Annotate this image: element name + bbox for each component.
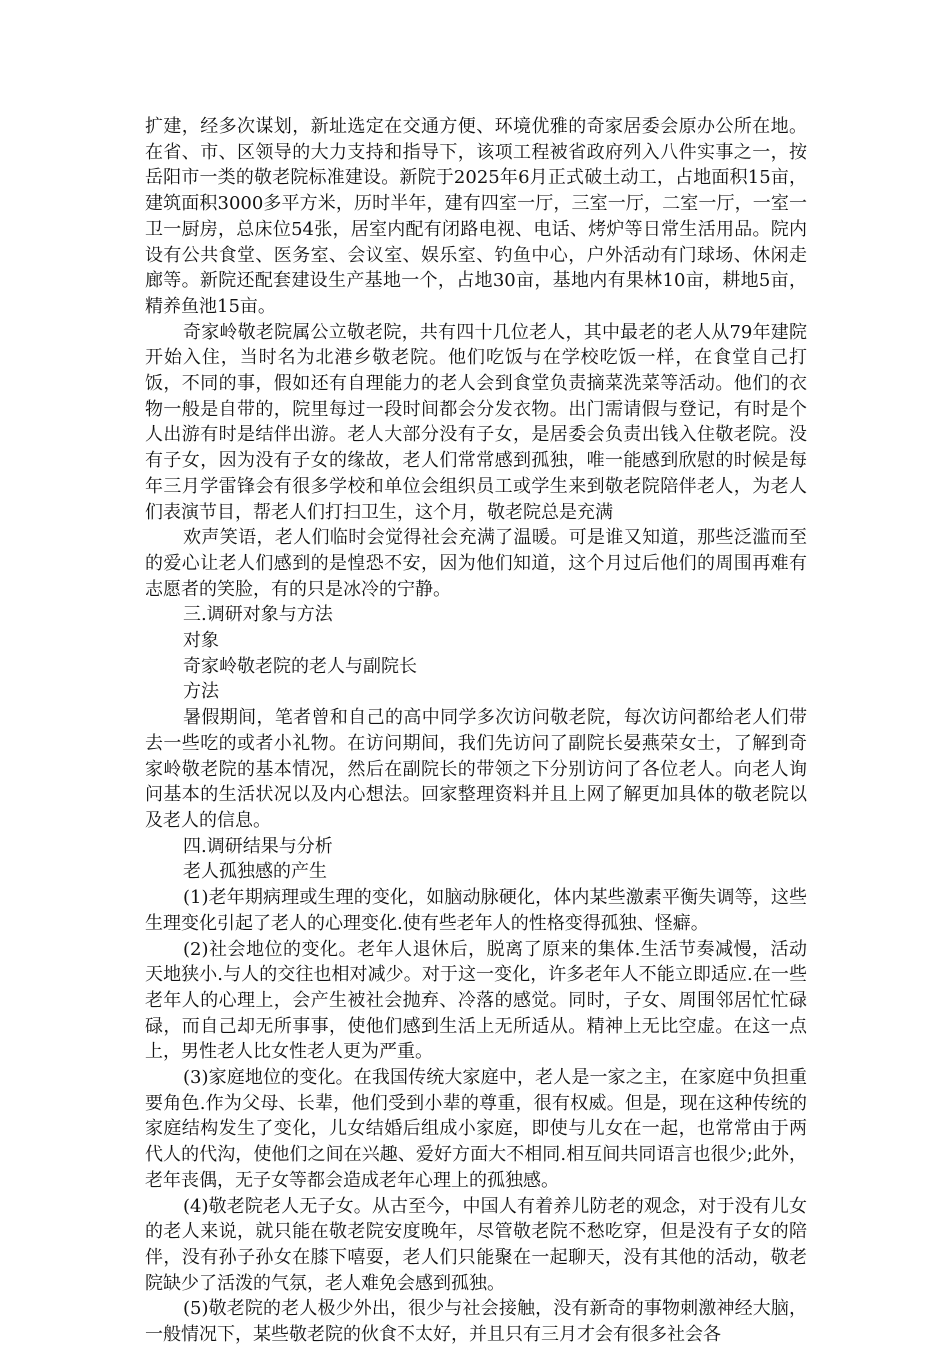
subheading-loneliness: 老人孤独感的产生 xyxy=(183,861,327,883)
paragraph-laughter: 欢声笑语，老人们临时会觉得社会充满了温暖。可是谁又知道，那些泛滥而至的爱心让老人们感到的是惶恐不安，因为他们知道，这个月过后他们的周围再难有志愿者的笑脸，有的只是冰冷的宁静。 xyxy=(145,527,807,600)
paragraph-public-home: 奇家岭敬老院属公立敬老院，共有四十几位老人，其中最老的老人从79年建院开始入住，当时名为北港乡敬老院。他们吃饭与在学校吃饭一样，在食堂自己打饭，不同的事，假如还有自理能力的老人会到食堂负责摘菜洗菜等活动。他们的衣物一般是自带的，院里每过一段时间都会分发衣物。出门需请假与登记，有时是个人出游有时是结伴出游。老人大部分没有子女，是居委会负责出钱入住敬老院。没有子女，因为没有子女的缘故，老人们常常感到孤独，唯一能感到欣慰的时候是每年三月学雷锋会有很多学校和单位会组织员工或学生来到敬老院陪伴老人，为老人们表演节目，帮老人们打扫卫生，这个月，敬老院总是充满 xyxy=(145,321,807,523)
paragraph-point-2: (2)社会地位的变化。老年人退休后，脱离了原来的集体.生活节奏减慢，活动天地狭小.与人的交往也相对减少。对于这一变化，许多老年人不能立即适应.在一些老年人的心理上，会产生被社会抛弃、冷落的感觉。同时，子女、周围邻居忙忙碌碌，而自己却无所事事，使他们感到生活上无所适从。精神上无比空虚。在这一点上，男性老人比女性老人更为严重。 xyxy=(145,938,807,1063)
document-body xyxy=(145,114,807,1348)
heading-section-4: 四.调研结果与分析 xyxy=(183,835,333,857)
subjects-text: 奇家岭敬老院的老人与副院长 xyxy=(183,655,417,677)
subheading-subjects: 对象 xyxy=(183,630,219,652)
paragraph-point-1: (1)老年期病理或生理的变化，如脑动脉硬化，体内某些激素平衡失调等，这些生理变化引起了老人的心理变化.使有些老年人的性格变得孤独、怪癖。 xyxy=(145,887,807,934)
paragraph-point-5: (5)敬老院的老人极少外出，很少与社会接触，没有新奇的事物刺激神经大脑，一般情况下，某些敬老院的伙食不太好，并且只有三月才会有很多社会各 xyxy=(145,1298,807,1346)
heading-section-3: 三.调研对象与方法 xyxy=(183,604,333,626)
paragraph-point-3: (3)家庭地位的变化。在我国传统大家庭中，老人是一家之主，在家庭中负担重要角色.作为父母、长辈，他们受到小辈的尊重，很有权威。但是，现在这种传统的家庭结构发生了变化，儿女结婚后组成小家庭，即使与儿女在一起，也常常由于两代人的代沟，使他们之间在兴趣、爱好方面大不相同.相互间共同语言也很少;此外，老年丧偶，无子女等都会造成老年心理上的孤独感。 xyxy=(145,1067,807,1191)
subheading-methods: 方法 xyxy=(183,681,219,703)
paragraph-expansion: 扩建，经多次谋划，新址选定在交通方便、环境优雅的奇家居委会原办公所在地。在省、市、区领导的大力支持和指导下，该项工程被省政府列入八件实事之一，按岳阳市一类的敬老院标准建设。新院于2025年6月正式破土动工，占地面积15亩，建筑面积3000多平方米，历时半年，建有四室一厅，三室一厅，二室一厅，一室一卫一厨房，总床位54张，居室内配有闭路电视、电话、烤炉等日常生活用品。院内设有公共食堂、医务室、会议室、娱乐室、钓鱼中心，户外活动有门球场、休闲走廊等。新院还配套建设生产基地一个，占地30亩，基地内有果林10亩，耕地5亩，精养鱼池15亩。 xyxy=(145,116,807,317)
paragraph-point-4: (4)敬老院老人无子女。从古至今，中国人有着养儿防老的观念，对于没有儿女的老人来说，就只能在敬老院安度晚年，尽管敬老院不愁吃穿，但是没有子女的陪伴，没有孙子孙女在膝下嘻耍，老人们只能聚在一起聊天，没有其他的活动，敬老院缺少了活泼的气氛，老人难免会感到孤独。 xyxy=(145,1195,807,1294)
paragraph-methods: 暑假期间，笔者曾和自己的高中同学多次访问敬老院，每次访问都给老人们带去一些吃的或者小礼物。在访问期间，我们先访问了副院长晏燕荣女士，了解到奇家岭敬老院的基本情况，然后在副院长的带领之下分别访问了各位老人。向老人询问基本的生活状况以及内心想法。回家整理资料并且上网了解更加具体的敬老院以及老人的信息。 xyxy=(145,707,807,831)
